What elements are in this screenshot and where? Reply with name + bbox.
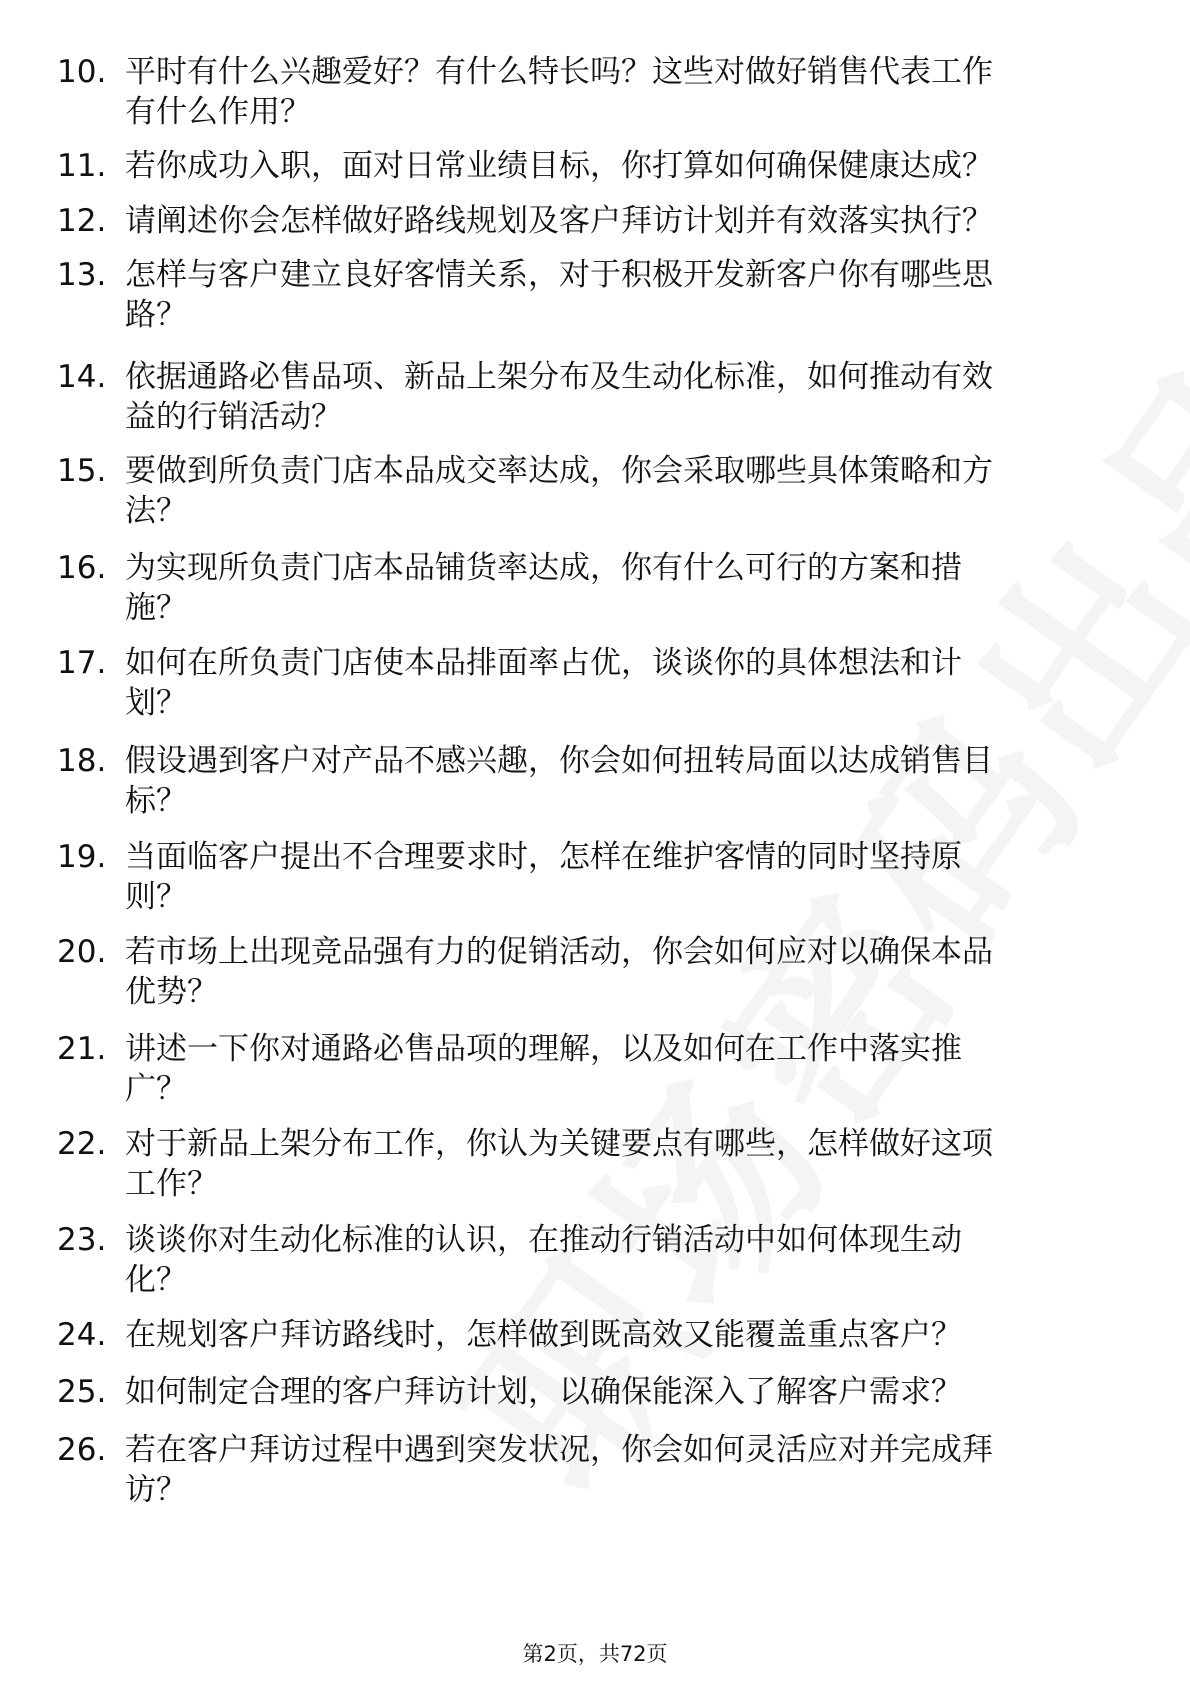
page-number: 第2页，共72页 xyxy=(522,1642,668,1666)
question-number: 24. xyxy=(57,1317,107,1353)
question-number: 26. xyxy=(57,1432,107,1468)
question-number: 18. xyxy=(57,743,107,779)
question-number: 14. xyxy=(57,359,107,395)
question-text: 怎样与客户建立良好客情关系，对于积极开发新客户你有哪些思 路？ xyxy=(125,257,993,333)
question-text: 若你成功入职，面对日常业绩目标，你打算如何确保健康达成？ xyxy=(125,148,993,184)
question-number: 21. xyxy=(57,1031,107,1067)
question-number: 25. xyxy=(57,1374,107,1410)
question-number: 13. xyxy=(57,257,107,293)
question-text: 在规划客户拜访路线时，怎样做到既高效又能覆盖重点客户？ xyxy=(125,1317,962,1353)
question-text: 对于新品上架分布工作，你认为关键要点有哪些，怎样做好这项 工作？ xyxy=(125,1126,993,1202)
question-text: 若在客户拜访过程中遇到突发状况，你会如何灵活应对并完成拜 访？ xyxy=(125,1432,993,1508)
question-text: 依据通路必售品项、新品上架分布及生动化标准，如何推动有效 益的行销活动？ xyxy=(125,359,993,435)
question-text: 要做到所负责门店本品成交率达成，你会采取哪些具体策略和方 法？ xyxy=(125,453,993,529)
question-text: 假设遇到客户对产品不感兴趣，你会如何扭转局面以达成销售目 标？ xyxy=(125,743,993,819)
question-text: 若市场上出现竞品强有力的促销活动，你会如何应对以确保本品 优势？ xyxy=(125,934,993,1010)
question-number: 23. xyxy=(57,1222,107,1258)
question-number: 20. xyxy=(57,934,107,970)
question-number: 17. xyxy=(57,645,107,681)
question-text: 请阐述你会怎样做好路线规划及客户拜访计划并有效落实执行？ xyxy=(125,203,993,239)
question-text: 如何在所负责门店使本品排面率占优，谈谈你的具体想法和计 划？ xyxy=(125,645,962,721)
question-text: 如何制定合理的客户拜访计划，以确保能深入了解客户需求？ xyxy=(125,1374,962,1410)
question-number: 10. xyxy=(57,54,107,90)
question-number: 19. xyxy=(57,839,107,875)
question-number: 15. xyxy=(57,453,107,489)
question-text: 为实现所负责门店本品铺货率达成，你有什么可行的方案和措 施？ xyxy=(125,550,962,626)
question-number: 22. xyxy=(57,1126,107,1162)
question-text: 谈谈你对生动化标准的认识，在推动行销活动中如何体现生动 化？ xyxy=(125,1222,962,1298)
question-number: 12. xyxy=(57,203,107,239)
question-text: 平时有什么兴趣爱好？有什么特长吗？这些对做好销售代表工作 有什么作用？ xyxy=(125,54,993,130)
question-number: 11. xyxy=(57,148,107,184)
question-text: 讲述一下你对通路必售品项的理解，以及如何在工作中落实推 广？ xyxy=(125,1031,962,1107)
question-text: 当面临客户提出不合理要求时，怎样在维护客情的同时坚持原 则？ xyxy=(125,839,962,915)
question-number: 16. xyxy=(57,550,107,586)
